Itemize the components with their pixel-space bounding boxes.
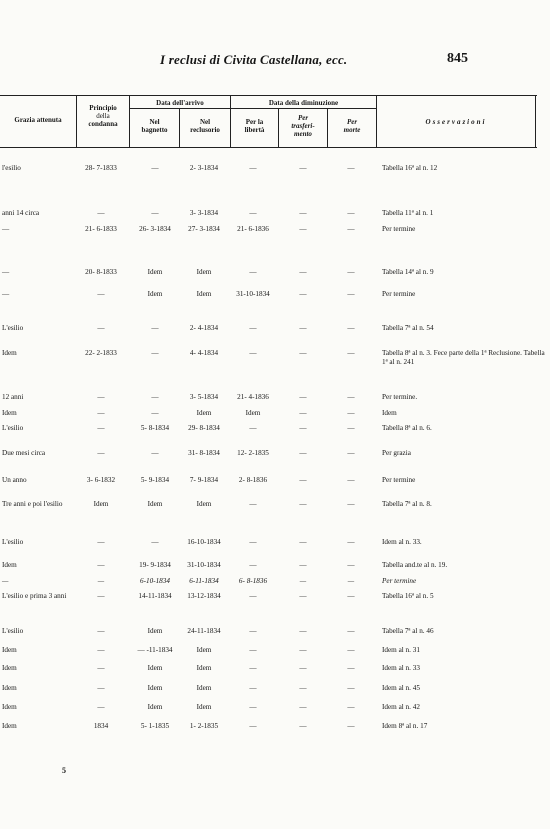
cell-reclusorio: Idem <box>196 290 212 298</box>
cell-reclusorio: 24-11-1834 <box>187 627 221 635</box>
cell-principio: 28- 7-1833 <box>85 164 117 172</box>
cell-bagnetto: Idem <box>147 703 163 711</box>
header-liberta <box>231 118 278 134</box>
cell-morte: — <box>347 424 355 432</box>
header-bagnetto <box>130 118 179 134</box>
cell-grazia: l'esilio <box>2 164 21 172</box>
cell-liberta: 31-10-1834 <box>236 290 270 298</box>
cell-principio: Idem <box>93 500 109 508</box>
cell-liberta: — <box>249 592 257 600</box>
cell-osservazioni: Tabella 7ª al n. 54 <box>382 324 434 332</box>
cell-bagnetto: — <box>151 209 159 217</box>
cell-reclusorio: 4- 4-1834 <box>189 349 219 357</box>
cell-morte: — <box>347 476 355 484</box>
cell-osservazioni: Per termine <box>382 290 416 298</box>
cell-trasferimento: — <box>299 561 307 569</box>
cell-morte: — <box>347 409 355 417</box>
cell-liberta: 21- 4-1836 <box>237 393 269 401</box>
cell-trasferimento: — <box>299 646 307 654</box>
cell-trasferimento: — <box>299 722 307 730</box>
cell-bagnetto: — <box>151 349 159 357</box>
cell-reclusorio: 27- 3-1834 <box>188 225 220 233</box>
cell-morte: — <box>347 627 355 635</box>
cell-principio: — <box>97 324 105 332</box>
header-morte-line1: Per <box>346 118 358 126</box>
header-bagnetto-line1: Nel <box>149 118 160 126</box>
cell-reclusorio: 2- 3-1834 <box>189 164 219 172</box>
header-reclusorio <box>180 118 230 134</box>
header-morte-line2: morte <box>343 126 361 134</box>
cell-trasferimento: — <box>299 476 307 484</box>
cell-grazia: L'esilio <box>2 627 24 635</box>
cell-trasferimento: — <box>299 684 307 692</box>
cell-reclusorio: 2- 4-1834 <box>189 324 219 332</box>
cell-bagnetto: 19- 9-1834 <box>139 561 171 569</box>
cell-liberta: — <box>249 722 257 730</box>
cell-reclusorio: 3- 3-1834 <box>189 209 219 217</box>
cell-principio: — <box>97 393 105 401</box>
cell-morte: — <box>347 592 355 600</box>
cell-grazia: — <box>2 225 10 233</box>
cell-morte: — <box>347 500 355 508</box>
cell-morte: — <box>347 561 355 569</box>
cell-reclusorio: Idem <box>196 703 212 711</box>
cell-principio: 1834 <box>93 722 109 730</box>
cell-morte: — <box>347 538 355 546</box>
cell-bagnetto: — <box>151 393 159 401</box>
cell-grazia: Idem <box>2 646 17 654</box>
header-trasf-line2: trasferi- <box>291 122 315 130</box>
cell-osservazioni: Idem al n. 42 <box>382 703 420 711</box>
header-principio-line3: condanna <box>88 120 118 128</box>
cell-trasferimento: — <box>299 290 307 298</box>
cell-trasferimento: — <box>299 268 307 276</box>
cell-principio: — <box>97 684 105 692</box>
cell-bagnetto: 26- 3-1834 <box>139 225 171 233</box>
cell-grazia: Idem <box>2 561 17 569</box>
cell-morte: — <box>347 324 355 332</box>
cell-bagnetto: Idem <box>147 627 163 635</box>
cell-liberta: — <box>249 349 257 357</box>
cell-liberta: — <box>249 324 257 332</box>
cell-liberta: — <box>249 268 257 276</box>
cell-bagnetto: 14-11-1834 <box>138 592 172 600</box>
cell-grazia: 12 anni <box>2 393 24 401</box>
cell-morte: — <box>347 349 355 357</box>
cell-grazia: L'esilio <box>2 538 24 546</box>
cell-reclusorio: Idem <box>196 646 212 654</box>
cell-grazia: Idem <box>2 722 17 730</box>
cell-grazia: Idem <box>2 349 17 357</box>
cell-trasferimento: — <box>299 703 307 711</box>
cell-principio: — <box>97 290 105 298</box>
cell-liberta: — <box>249 646 257 654</box>
header-trasf-line1: Per <box>297 114 309 122</box>
header-group-diminuzione: Data della diminuzione <box>268 99 339 107</box>
cell-trasferimento: — <box>299 393 307 401</box>
cell-osservazioni: Tabella 7ª al n. 46 <box>382 627 434 635</box>
cell-liberta: — <box>249 664 257 672</box>
cell-grazia: L'esilio <box>2 424 24 432</box>
cell-liberta: — <box>249 538 257 546</box>
cell-principio: 3- 6-1832 <box>86 476 116 484</box>
cell-morte: — <box>347 209 355 217</box>
cell-osservazioni: Tabella 8ª al n. 6. <box>382 424 432 432</box>
cell-liberta: — <box>249 684 257 692</box>
header-principio-line2: della <box>96 112 110 120</box>
cell-osservazioni: Idem al n. 45 <box>382 684 420 692</box>
cell-osservazioni: Idem 8ª al n. 17 <box>382 722 428 730</box>
signature-mark: 5 <box>62 766 66 775</box>
cell-bagnetto: Idem <box>147 684 163 692</box>
cell-liberta: Idem <box>245 409 261 417</box>
cell-osservazioni: Per grazia <box>382 449 411 457</box>
cell-osservazioni: Per termine <box>382 577 417 585</box>
cell-bagnetto: 5- 8-1834 <box>140 424 170 432</box>
cell-morte: — <box>347 268 355 276</box>
cell-reclusorio: Idem <box>196 684 212 692</box>
cell-morte: — <box>347 577 355 585</box>
header-bottom-rule <box>0 147 537 148</box>
cell-morte: — <box>347 722 355 730</box>
cell-principio: — <box>97 561 105 569</box>
header-grazia: Grazia attenuta <box>14 116 62 124</box>
cell-grazia: anni 14 circa <box>2 209 40 217</box>
cell-principio: — <box>97 664 105 672</box>
cell-osservazioni: Per termine <box>382 225 416 233</box>
cell-reclusorio: 29- 8-1834 <box>188 424 220 432</box>
header-principio-line1: Principio <box>89 104 117 112</box>
cell-trasferimento: — <box>299 324 307 332</box>
cell-trasferimento: — <box>299 577 307 585</box>
cell-liberta: — <box>249 424 257 432</box>
header-liberta-line1: Per la <box>245 118 264 126</box>
cell-principio: — <box>97 646 105 654</box>
cell-grazia: — <box>2 290 10 298</box>
cell-bagnetto: Idem <box>147 268 163 276</box>
cell-liberta: — <box>249 209 257 217</box>
cell-reclusorio: 6-11-1834 <box>189 577 219 585</box>
cell-principio: 22- 2-1833 <box>85 349 117 357</box>
cell-morte: — <box>347 290 355 298</box>
group-underline-arrivo <box>130 108 230 109</box>
cell-morte: — <box>347 684 355 692</box>
cell-liberta: 6- 8-1836 <box>238 577 268 585</box>
header-trasf-line3: mento <box>294 130 312 138</box>
cell-reclusorio: 3- 5-1834 <box>189 393 219 401</box>
cell-liberta: 12- 2-1835 <box>237 449 269 457</box>
cell-reclusorio: Idem <box>196 409 212 417</box>
cell-morte: — <box>347 393 355 401</box>
cell-osservazioni: Tabella and.te al n. 19. <box>382 561 448 569</box>
cell-liberta: — <box>249 703 257 711</box>
cell-trasferimento: — <box>299 500 307 508</box>
header-osservazioni: Osservazioni <box>425 118 487 126</box>
cell-principio: — <box>97 538 105 546</box>
cell-osservazioni: Per termine <box>382 476 416 484</box>
cell-trasferimento: — <box>299 664 307 672</box>
header-reclusorio-line2: reclusorio <box>190 126 220 134</box>
cell-bagnetto: — <box>151 164 159 172</box>
cell-grazia: Idem <box>2 684 17 692</box>
cell-liberta: — <box>249 561 257 569</box>
running-title: I reclusi di Civita Castellana, ecc. <box>160 52 348 67</box>
page-number: 845 <box>447 51 468 66</box>
cell-osservazioni: Tabella 11ª al n. 1 <box>382 209 434 217</box>
cell-grazia: Idem <box>2 703 17 711</box>
cell-bagnetto: — <box>151 449 159 457</box>
cell-osservazioni: Tabella 7ª al n. 8. <box>382 500 432 508</box>
cell-osservazioni: Idem <box>382 409 397 417</box>
cell-grazia: Idem <box>2 664 17 672</box>
cell-principio: — <box>97 703 105 711</box>
header-group-arrivo: Data dell'arrivo <box>156 99 204 107</box>
cell-liberta: 2- 8-1836 <box>238 476 268 484</box>
cell-osservazioni: Per termine. <box>382 393 418 401</box>
cell-osservazioni: Tabella 14ª al n. 9 <box>382 268 434 276</box>
cell-grazia: — <box>2 268 10 276</box>
cell-principio: — <box>97 627 105 635</box>
cell-liberta: — <box>249 627 257 635</box>
cell-osservazioni: Idem al n. 33. <box>382 538 422 546</box>
cell-reclusorio: Idem <box>196 664 212 672</box>
cell-trasferimento: — <box>299 349 307 357</box>
cell-grazia: L'esilio <box>2 324 24 332</box>
cell-principio: — <box>97 449 105 457</box>
cell-reclusorio: 13-12-1834 <box>187 592 221 600</box>
cell-morte: — <box>347 703 355 711</box>
cell-morte: — <box>347 225 355 233</box>
cell-osservazioni: Idem al n. 33 <box>382 664 420 672</box>
header-liberta-line2: libertà <box>244 126 265 134</box>
cell-reclusorio: 1- 2-1835 <box>189 722 219 730</box>
cell-trasferimento: — <box>299 424 307 432</box>
cell-osservazioni: Tabella 8ª al n. 3. Fece parte della 1ª Reclusione. Tabella 1ª al n. 241 <box>382 349 545 366</box>
cell-principio: — <box>97 409 105 417</box>
cell-grazia: — <box>2 577 9 585</box>
cell-reclusorio: 31- 8-1834 <box>188 449 220 457</box>
cell-trasferimento: — <box>299 209 307 217</box>
cell-bagnetto: — <box>151 538 159 546</box>
cell-trasferimento: — <box>299 409 307 417</box>
cell-trasferimento: — <box>299 592 307 600</box>
cell-osservazioni: Tabella 16ª al n. 12 <box>382 164 438 172</box>
cell-morte: — <box>347 449 355 457</box>
cell-reclusorio: Idem <box>196 268 212 276</box>
group-underline-diminuzione <box>230 108 376 109</box>
cell-bagnetto: — -11-1834 <box>137 646 173 654</box>
cell-trasferimento: — <box>299 449 307 457</box>
cell-reclusorio: 31-10-1834 <box>187 561 221 569</box>
cell-reclusorio: 7- 9-1834 <box>189 476 219 484</box>
col-sep-8 <box>535 95 536 147</box>
cell-trasferimento: — <box>299 225 307 233</box>
cell-trasferimento: — <box>299 627 307 635</box>
table-top-rule <box>0 95 537 96</box>
cell-grazia: L'esilio e prima 3 anni <box>2 592 67 600</box>
cell-bagnetto: — <box>151 409 159 417</box>
cell-liberta: — <box>249 164 257 172</box>
cell-principio: — <box>97 424 105 432</box>
cell-bagnetto: Idem <box>147 500 163 508</box>
cell-principio: — <box>97 592 105 600</box>
cell-bagnetto: Idem <box>147 664 163 672</box>
header-trasferimento <box>279 114 327 138</box>
cell-reclusorio: 16-10-1834 <box>187 538 221 546</box>
header-reclusorio-line1: Nel <box>199 118 211 126</box>
cell-bagnetto: Idem <box>147 290 163 298</box>
cell-morte: — <box>347 646 355 654</box>
cell-trasferimento: — <box>299 164 307 172</box>
cell-principio: 20- 8-1833 <box>85 268 117 276</box>
cell-liberta: — <box>249 500 257 508</box>
header-bagnetto-line2: bagnetto <box>141 126 168 134</box>
cell-principio: 21- 6-1833 <box>85 225 117 233</box>
cell-bagnetto: 6-10-1834 <box>140 577 170 585</box>
cell-morte: — <box>347 664 355 672</box>
cell-osservazioni: Tabella 16ª al n. 5 <box>382 592 434 600</box>
cell-osservazioni: Idem al n. 31 <box>382 646 420 654</box>
cell-grazia: Due mesi circa <box>2 449 46 457</box>
cell-reclusorio: Idem <box>196 500 212 508</box>
cell-grazia: Tre anni e poi l'esilio <box>2 500 63 508</box>
cell-grazia: Idem <box>2 409 17 417</box>
cell-liberta: 21- 6-1836 <box>237 225 269 233</box>
cell-bagnetto: 5- 9-1834 <box>140 476 170 484</box>
cell-bagnetto: 5- 1-1835 <box>140 722 170 730</box>
cell-morte: — <box>347 164 355 172</box>
cell-principio: — <box>97 577 105 585</box>
header-principio <box>77 104 129 128</box>
cell-bagnetto: — <box>151 324 159 332</box>
cell-trasferimento: — <box>299 538 307 546</box>
cell-principio: — <box>97 209 105 217</box>
cell-grazia: Un anno <box>2 476 27 484</box>
header-morte <box>328 118 376 134</box>
